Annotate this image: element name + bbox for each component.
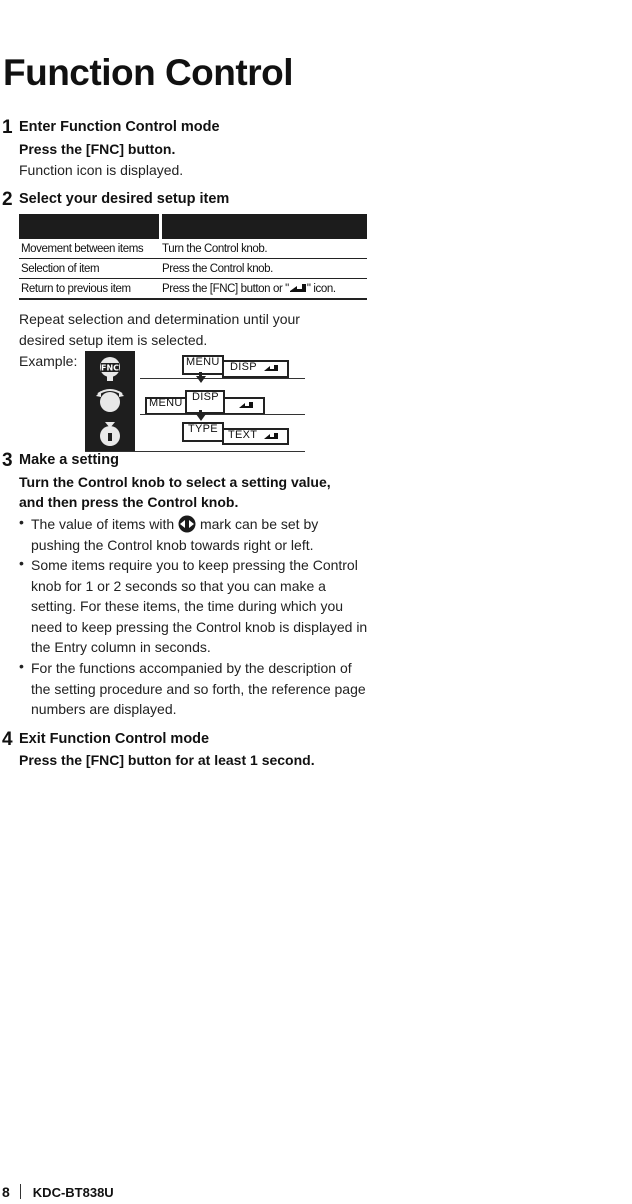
- step-1-note: Function icon is displayed.: [19, 162, 184, 178]
- operation-suffix: " icon.: [306, 282, 336, 295]
- page-footer: [2, 1184, 114, 1200]
- page-title: Function Control: [3, 52, 293, 93]
- step-4-heading: Exit Function Control mode: [19, 731, 210, 747]
- table-row: [19, 239, 367, 259]
- step-1-instruction: Press the [FNC] button.: [19, 141, 176, 157]
- display-text: TYPE: [188, 423, 218, 435]
- model-name: KDC-BT838U: [32, 1185, 114, 1200]
- divider: [140, 414, 305, 415]
- table-row: [19, 279, 367, 300]
- table-cell-operation: Turn the Control knob.: [160, 239, 367, 259]
- arrow-down-icon: [196, 376, 206, 383]
- enter-icon: [289, 283, 307, 293]
- operations-table: [19, 214, 367, 300]
- table-cell-action: Return to previous item: [19, 279, 160, 300]
- step-3-heading: Make a setting: [19, 452, 119, 468]
- enter-icon: [238, 401, 254, 409]
- bullet-text-before: The value of items with: [31, 516, 179, 532]
- page-number: 8: [2, 1184, 10, 1200]
- step-2-heading: Select your desired setup item: [19, 191, 230, 207]
- operation-prefix: Press the [FNC] button or ": [162, 282, 289, 295]
- arrow-down-icon: [196, 414, 206, 421]
- display-text: MENU: [186, 356, 220, 368]
- step-1-heading: Enter Function Control mode: [19, 119, 220, 135]
- example-label: Example:: [19, 353, 78, 369]
- step-4-number: 4: [2, 729, 13, 750]
- bullet-icon: •: [19, 658, 24, 674]
- table-cell-action: Selection of item: [19, 259, 160, 279]
- display-text: TEXT: [228, 429, 258, 441]
- step-2-number: 2: [2, 189, 13, 210]
- left-right-knob-icon: [178, 515, 196, 533]
- step-3-instruction-line1: Turn the Control knob to select a setting value,: [19, 474, 331, 490]
- svg-text:FNC: FNC: [100, 363, 120, 373]
- step-3-number: 3: [2, 450, 13, 471]
- table-header-cell: [19, 214, 160, 239]
- enter-icon: [263, 364, 279, 372]
- display-text: DISP: [192, 391, 219, 403]
- table-row: [19, 259, 367, 279]
- repeat-instruction: Repeat selection and determination until your desired setup item is selected.: [19, 311, 300, 348]
- table-cell-operation: Press the Control knob.: [160, 259, 367, 279]
- turn-knob-icon: [95, 387, 125, 415]
- list-item: For the functions accompanied by the description of the setting procedure and so forth, the reference page numbers are displayed.: [31, 660, 366, 717]
- fnc-knob-icon: [95, 354, 125, 382]
- bullet-text-after: mark can be set by pushing the Control knob towards right or left.: [31, 516, 319, 553]
- list-item: [31, 514, 371, 555]
- footer-divider: [20, 1184, 21, 1199]
- display-text: MENU: [149, 397, 183, 409]
- divider: [140, 378, 305, 379]
- table-cell-operation: [160, 279, 367, 300]
- table-header-row: [19, 214, 367, 239]
- step-1-number: 1: [2, 117, 13, 138]
- table-header-cell: [160, 214, 367, 239]
- table-cell-action: Movement between items: [19, 239, 160, 259]
- list-item: Some items require you to keep pressing the Control knob for 1 or 2 seconds so that you can make a setting. For these items, the time during which you need to keep pressing the Control knob is displayed in the Entry column in seconds.: [31, 557, 368, 655]
- example-icon-panel: [85, 351, 135, 452]
- bullet-icon: •: [19, 555, 24, 571]
- step-3-instruction-line2: and then press the Control knob.: [19, 494, 239, 510]
- display-text: DISP: [230, 361, 257, 373]
- step-4-instruction: Press the [FNC] button for at least 1 second.: [19, 752, 315, 768]
- press-knob-icon: [95, 420, 125, 448]
- enter-icon: [263, 432, 279, 440]
- bullet-icon: •: [19, 514, 24, 530]
